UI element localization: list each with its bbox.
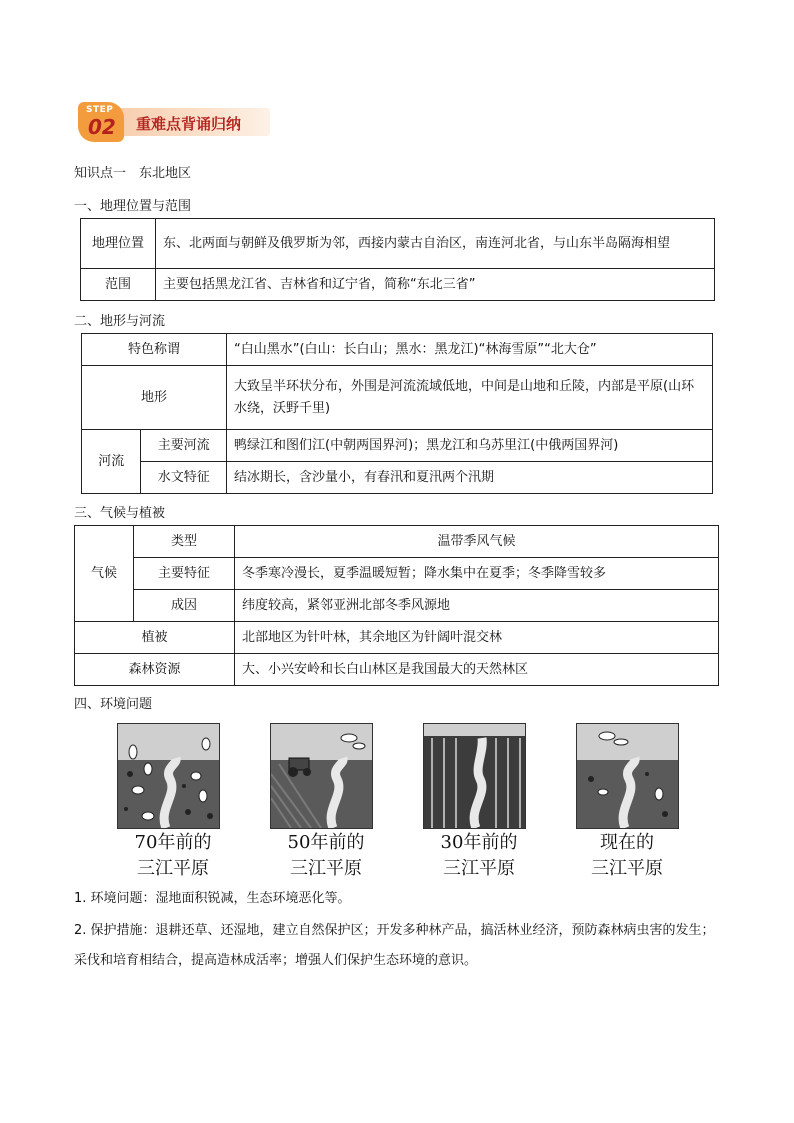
farming-illustration	[271, 724, 372, 828]
table-row	[75, 558, 719, 590]
table-group-label: 气候	[75, 526, 134, 622]
step-label: STEP	[86, 105, 114, 115]
table-row	[81, 269, 715, 301]
caption-line-1: 现在的	[600, 832, 654, 853]
step-badge	[78, 102, 124, 142]
table-label: 地理位置	[81, 219, 156, 269]
table-cell: 大致呈半环状分布，外围是河流流域低地，中间是山地和丘陵，内部是平原(山环水绕，沃野千里)	[227, 366, 713, 430]
knowledge-title: 知识点一 东北地区	[74, 166, 192, 181]
table-group-label: 河流	[82, 430, 141, 494]
table-row	[75, 590, 719, 622]
table-row	[75, 622, 719, 654]
table-label: 地形	[82, 366, 227, 430]
table-label: 主要河流	[141, 430, 227, 462]
wetland-70-years-image	[117, 723, 220, 829]
caption-line-1: 50年前的	[287, 832, 365, 853]
table-label: 特色称谓	[82, 334, 227, 366]
step-number: 02	[88, 115, 116, 139]
table-cell: 结冰期长，含沙量小，有春汛和夏汛两个汛期	[227, 462, 713, 494]
table-label: 森林资源	[75, 654, 235, 686]
caption-line-1: 30年前的	[440, 832, 518, 853]
crops-illustration	[424, 724, 525, 828]
location-table	[80, 218, 715, 301]
table-label: 水文特征	[141, 462, 227, 494]
table-row	[81, 219, 715, 269]
climate-table	[74, 525, 719, 686]
caption-line-2: 三江平原	[443, 858, 515, 879]
table-label: 类型	[134, 526, 235, 558]
wetland-50-years-image	[270, 723, 373, 829]
table-cell: 纬度较高，紧邻亚洲北部冬季风源地	[235, 590, 719, 622]
wetland-30-years-image	[423, 723, 526, 829]
table-row	[82, 334, 713, 366]
wetland-present-image	[576, 723, 679, 829]
table-row	[75, 654, 719, 686]
table-cell: 主要包括黑龙江省、吉林省和辽宁省，简称“东北三省”	[156, 269, 715, 301]
table-label: 植被	[75, 622, 235, 654]
image-caption	[108, 830, 238, 882]
caption-line-1: 70年前的	[134, 832, 212, 853]
section-heading-4: 四、环境问题	[74, 697, 153, 712]
section-banner	[78, 102, 270, 142]
environment-problem-note: 1. 环境问题：湿地面积锐减，生态环境恶化等。	[74, 891, 351, 906]
present-wetland-illustration	[577, 724, 678, 828]
table-cell: “白山黑水”(白山：长白山；黑水：黑龙江)“林海雪原”“北大仓”	[227, 334, 713, 366]
terrain-table	[81, 333, 713, 494]
table-cell: 鸭绿江和图们江(中朝两国界河)；黑龙江和乌苏里江(中俄两国界河)	[227, 430, 713, 462]
image-caption	[414, 830, 544, 882]
section-heading-2: 二、地形与河流	[74, 314, 166, 329]
table-cell: 北部地区为针叶林，其余地区为针阔叶混交林	[235, 622, 719, 654]
caption-line-2: 三江平原	[290, 858, 362, 879]
table-cell: 冬季寒冷漫长，夏季温暖短暂；降水集中在夏季；冬季降雪较多	[235, 558, 719, 590]
protection-measures-note: 2. 保护措施：退耕还草、还湿地，建立自然保护区；开发多种林产品，搞活林业经济，预防森林病虫害的发生；采伐和培育相结合，提高造林成活率；增强人们保护生态环境的意识。	[74, 923, 715, 968]
image-caption	[261, 830, 391, 882]
section-heading-1: 一、地理位置与范围	[74, 199, 192, 214]
caption-line-2: 三江平原	[591, 858, 663, 879]
wetland-illustration	[118, 724, 219, 828]
table-row	[82, 366, 713, 430]
section-heading-3: 三、气候与植被	[74, 506, 166, 521]
banner-title: 重难点背诵归纳	[136, 115, 242, 133]
table-row	[82, 462, 713, 494]
table-label: 成因	[134, 590, 235, 622]
table-label: 主要特征	[134, 558, 235, 590]
caption-line-2: 三江平原	[137, 858, 209, 879]
table-cell: 温带季风气候	[235, 526, 719, 558]
image-caption	[562, 830, 692, 882]
table-cell: 大、小兴安岭和长白山林区是我国最大的天然林区	[235, 654, 719, 686]
table-label: 范围	[81, 269, 156, 301]
table-row	[82, 430, 713, 462]
table-row	[75, 526, 719, 558]
table-cell: 东、北两面与朝鲜及俄罗斯为邻，西接内蒙古自治区，南连河北省，与山东半岛隔海相望	[156, 219, 715, 269]
